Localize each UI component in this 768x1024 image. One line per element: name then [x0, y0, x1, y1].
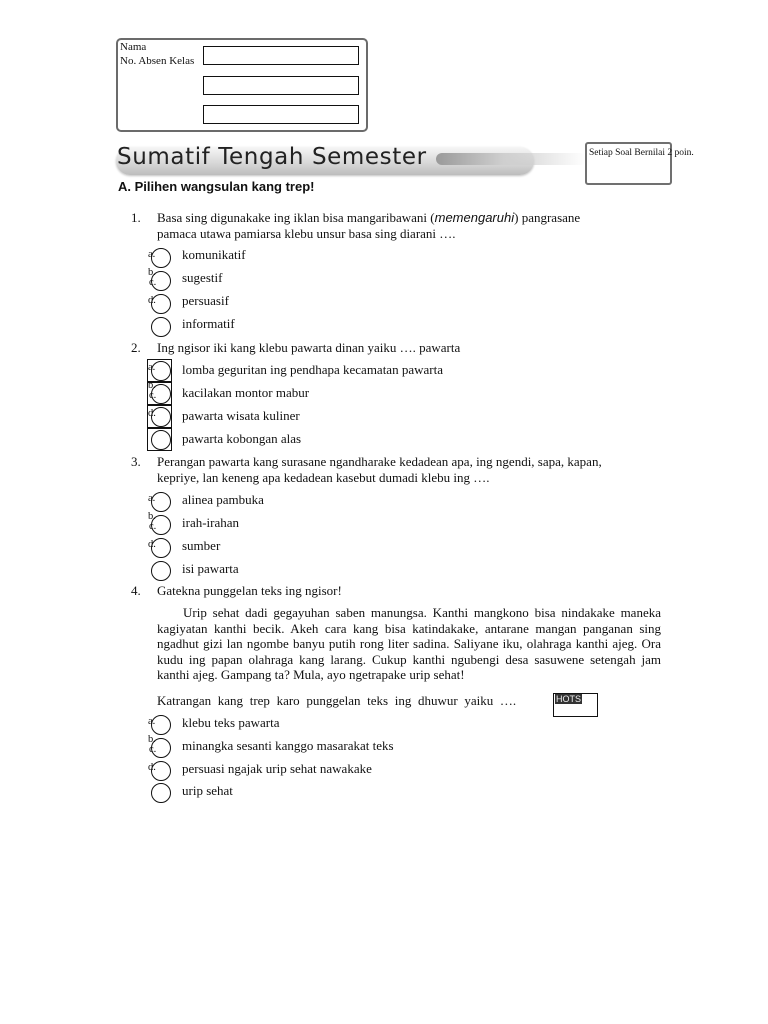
option-label: irah-irahan [182, 515, 240, 530]
option-letter: b. [148, 267, 156, 278]
option-letter: a. [148, 716, 156, 727]
option-label: lomba geguritan ing pendhapa kecamatan pawarta [182, 362, 443, 377]
option-label: isi pawarta [182, 561, 239, 576]
reading-passage: Urip sehat dadi gegayuhan saben manungsa. Kanthi mangkono bisa nindakake maneka kagiyatan kanthi becik. Akeh cara kang bisa katindakake, antarane mangan panganan sing ngadhut gizi lan ngombe banyu putih rong liter sadina. Saliyane iku, olahraga kanthi ajeg. Ora kudu ing papan olahraga kang larang. Cukup kanthi ngubengi desa sasuwene setengah jam kanthi ajeg. Gampang ta? Mula, ayo ngetrapake urip sehat! [157, 605, 661, 682]
question-number: 3. [131, 454, 141, 469]
option-letter: c. [149, 390, 157, 401]
section-heading: A. Pilihen wangsulan kang trep! [118, 179, 315, 194]
option-label: sugestif [182, 270, 223, 285]
option-radio-d[interactable] [151, 561, 171, 581]
option-letter: a. [148, 362, 156, 373]
question-number: 1. [131, 210, 141, 225]
option-letter: d. [148, 539, 156, 550]
score-note: Setiap Soal Bernilai 2 poin. [589, 148, 694, 158]
option-label: pawarta wisata kuliner [182, 408, 300, 423]
option-letter: c. [149, 744, 157, 755]
name-field[interactable] [203, 46, 359, 65]
hots-badge: HOTS [556, 694, 582, 704]
question-text: Ing ngisor iki kang klebu pawarta dinan yaiku …. pawarta [157, 340, 461, 355]
question-text-line2: kepriye, lan keneng apa kedadean kasebut dumadi klebu ing …. [157, 470, 490, 485]
question-prompt: Katrangan kang trep karo punggelan teks ing dhuwur yaiku …. [157, 693, 517, 708]
question-text: Gatekna punggelan teks ing ngisor! [157, 583, 342, 598]
option-label: alinea pambuka [182, 492, 264, 507]
option-letter: a. [148, 249, 156, 260]
option-label: urip sehat [182, 783, 233, 798]
option-letter: d. [148, 295, 156, 306]
question-text-line1: Perangan pawarta kang surasane ngandharake kedadean apa, ing ngendi, sapa, kapan, [157, 454, 602, 469]
question-text-part: ) pangrasane [514, 210, 581, 225]
option-letter: b. [148, 734, 156, 745]
option-letter: c. [149, 521, 157, 532]
kelas-field[interactable] [203, 105, 359, 124]
option-label: kacilakan montor mabur [182, 385, 310, 400]
option-radio-d[interactable] [151, 783, 171, 803]
name-label: Nama [120, 41, 147, 53]
option-label: persuasif [182, 293, 229, 308]
option-letter: b. [148, 511, 156, 522]
option-letter: c. [149, 277, 157, 288]
option-label: komunikatif [182, 247, 246, 262]
emphasis-term: memengaruhi [434, 210, 515, 225]
option-label: pawarta kobongan alas [182, 431, 302, 446]
question-text [157, 210, 677, 226]
option-label: informatif [182, 316, 235, 331]
option-label: persuasi ngajak urip sehat nawakake [182, 761, 372, 776]
question-text-line2: pamaca utawa pamiarsa klebu unsur basa sing diarani …. [157, 226, 456, 241]
banner-streak-decoration [436, 153, 586, 165]
option-letter: d. [148, 762, 156, 773]
option-letter: b. [148, 380, 156, 391]
absen-field[interactable] [203, 76, 359, 95]
option-letter: d. [148, 408, 156, 419]
option-label: sumber [182, 538, 221, 553]
absen-kelas-label: No. Absen Kelas [120, 55, 195, 67]
page-title: Sumatif Tengah Semester [117, 144, 427, 170]
question-text-part: Basa sing digunakake ing iklan bisa mangaribawani ( [157, 210, 435, 225]
option-radio-d[interactable] [151, 430, 171, 450]
option-radio-d[interactable] [151, 317, 171, 337]
option-label: minangka sesanti kanggo masarakat teks [182, 738, 394, 753]
question-number: 2. [131, 340, 141, 355]
question-number: 4. [131, 583, 141, 598]
option-letter: a. [148, 493, 156, 504]
option-label: klebu teks pawarta [182, 715, 280, 730]
